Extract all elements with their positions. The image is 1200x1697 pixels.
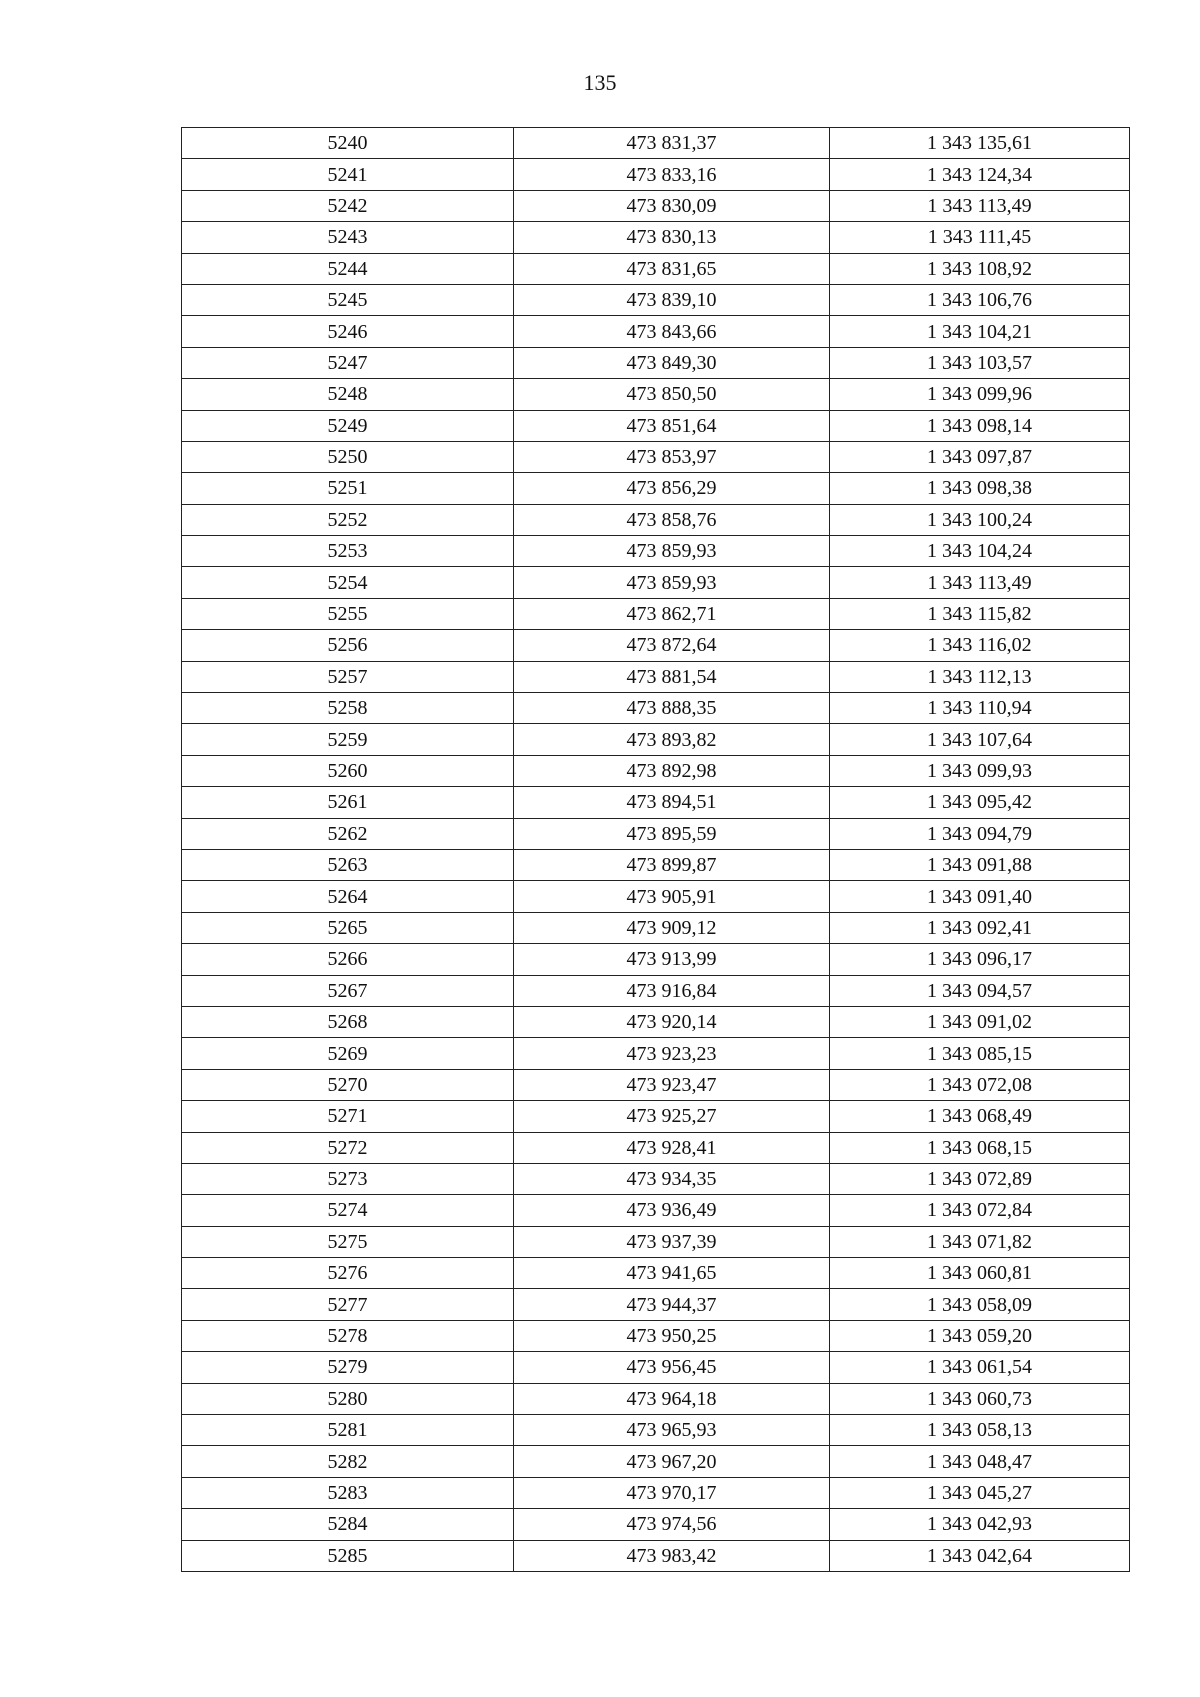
x-coordinate-cell: 473 916,84: [514, 975, 830, 1006]
table-row: [182, 912, 1130, 943]
table-row: [182, 1446, 1130, 1477]
x-coordinate-cell: 473 956,45: [514, 1352, 830, 1383]
table-row: [182, 222, 1130, 253]
point-number-cell: 5273: [182, 1163, 514, 1194]
x-coordinate-cell: 473 899,87: [514, 849, 830, 880]
x-coordinate-cell: 473 858,76: [514, 504, 830, 535]
point-number-cell: 5263: [182, 849, 514, 880]
table-row: [182, 410, 1130, 441]
x-coordinate-cell: 473 888,35: [514, 693, 830, 724]
x-coordinate-cell: 473 893,82: [514, 724, 830, 755]
point-number-cell: 5247: [182, 347, 514, 378]
x-coordinate-cell: 473 895,59: [514, 818, 830, 849]
y-coordinate-cell: 1 343 112,13: [830, 661, 1130, 692]
x-coordinate-cell: 473 872,64: [514, 630, 830, 661]
point-number-cell: 5272: [182, 1132, 514, 1163]
x-coordinate-cell: 473 909,12: [514, 912, 830, 943]
table-row: [182, 128, 1130, 159]
y-coordinate-cell: 1 343 072,84: [830, 1195, 1130, 1226]
point-number-cell: 5249: [182, 410, 514, 441]
x-coordinate-cell: 473 950,25: [514, 1320, 830, 1351]
x-coordinate-cell: 473 849,30: [514, 347, 830, 378]
x-coordinate-cell: 473 851,64: [514, 410, 830, 441]
table-row: [182, 1006, 1130, 1037]
point-number-cell: 5279: [182, 1352, 514, 1383]
y-coordinate-cell: 1 343 098,14: [830, 410, 1130, 441]
point-number-cell: 5248: [182, 379, 514, 410]
y-coordinate-cell: 1 343 111,45: [830, 222, 1130, 253]
y-coordinate-cell: 1 343 042,93: [830, 1509, 1130, 1540]
table-row: [182, 441, 1130, 472]
y-coordinate-cell: 1 343 108,92: [830, 253, 1130, 284]
table-row: [182, 1415, 1130, 1446]
y-coordinate-cell: 1 343 060,73: [830, 1383, 1130, 1414]
table-row: [182, 1509, 1130, 1540]
y-coordinate-cell: 1 343 100,24: [830, 504, 1130, 535]
y-coordinate-cell: 1 343 060,81: [830, 1258, 1130, 1289]
x-coordinate-cell: 473 894,51: [514, 787, 830, 818]
x-coordinate-cell: 473 944,37: [514, 1289, 830, 1320]
point-number-cell: 5277: [182, 1289, 514, 1320]
x-coordinate-cell: 473 833,16: [514, 159, 830, 190]
y-coordinate-cell: 1 343 068,15: [830, 1132, 1130, 1163]
y-coordinate-cell: 1 343 072,08: [830, 1069, 1130, 1100]
x-coordinate-cell: 473 936,49: [514, 1195, 830, 1226]
x-coordinate-cell: 473 850,50: [514, 379, 830, 410]
y-coordinate-cell: 1 343 113,49: [830, 567, 1130, 598]
point-number-cell: 5251: [182, 473, 514, 504]
point-number-cell: 5271: [182, 1101, 514, 1132]
point-number-cell: 5269: [182, 1038, 514, 1069]
y-coordinate-cell: 1 343 104,24: [830, 536, 1130, 567]
x-coordinate-cell: 473 856,29: [514, 473, 830, 504]
x-coordinate-cell: 473 974,56: [514, 1509, 830, 1540]
y-coordinate-cell: 1 343 103,57: [830, 347, 1130, 378]
table-row: [182, 1226, 1130, 1257]
y-coordinate-cell: 1 343 091,40: [830, 881, 1130, 912]
point-number-cell: 5260: [182, 755, 514, 786]
x-coordinate-cell: 473 913,99: [514, 944, 830, 975]
point-number-cell: 5244: [182, 253, 514, 284]
point-number-cell: 5261: [182, 787, 514, 818]
table-row: [182, 253, 1130, 284]
y-coordinate-cell: 1 343 097,87: [830, 441, 1130, 472]
table-row: [182, 630, 1130, 661]
table-row: [182, 755, 1130, 786]
x-coordinate-cell: 473 831,65: [514, 253, 830, 284]
y-coordinate-cell: 1 343 115,82: [830, 598, 1130, 629]
point-number-cell: 5246: [182, 316, 514, 347]
table-row: [182, 975, 1130, 1006]
x-coordinate-cell: 473 970,17: [514, 1477, 830, 1508]
point-number-cell: 5242: [182, 190, 514, 221]
x-coordinate-cell: 473 853,97: [514, 441, 830, 472]
point-number-cell: 5255: [182, 598, 514, 629]
point-number-cell: 5240: [182, 128, 514, 159]
point-number-cell: 5283: [182, 1477, 514, 1508]
x-coordinate-cell: 473 920,14: [514, 1006, 830, 1037]
point-number-cell: 5268: [182, 1006, 514, 1037]
point-number-cell: 5253: [182, 536, 514, 567]
table-row: [182, 473, 1130, 504]
y-coordinate-cell: 1 343 113,49: [830, 190, 1130, 221]
point-number-cell: 5280: [182, 1383, 514, 1414]
y-coordinate-cell: 1 343 099,93: [830, 755, 1130, 786]
x-coordinate-cell: 473 923,47: [514, 1069, 830, 1100]
x-coordinate-cell: 473 965,93: [514, 1415, 830, 1446]
table-row: [182, 1258, 1130, 1289]
y-coordinate-cell: 1 343 042,64: [830, 1540, 1130, 1571]
table-row: [182, 1069, 1130, 1100]
y-coordinate-cell: 1 343 091,02: [830, 1006, 1130, 1037]
y-coordinate-cell: 1 343 095,42: [830, 787, 1130, 818]
table-row: [182, 1195, 1130, 1226]
point-number-cell: 5278: [182, 1320, 514, 1351]
table-row: [182, 944, 1130, 975]
table-row: [182, 284, 1130, 315]
table-row: [182, 1101, 1130, 1132]
x-coordinate-cell: 473 925,27: [514, 1101, 830, 1132]
y-coordinate-cell: 1 343 124,34: [830, 159, 1130, 190]
point-number-cell: 5264: [182, 881, 514, 912]
table-row: [182, 693, 1130, 724]
table-row: [182, 567, 1130, 598]
point-number-cell: 5282: [182, 1446, 514, 1477]
x-coordinate-cell: 473 892,98: [514, 755, 830, 786]
point-number-cell: 5254: [182, 567, 514, 598]
table-row: [182, 724, 1130, 755]
table-row: [182, 1038, 1130, 1069]
point-number-cell: 5265: [182, 912, 514, 943]
table-row: [182, 818, 1130, 849]
y-coordinate-cell: 1 343 104,21: [830, 316, 1130, 347]
table-row: [182, 787, 1130, 818]
x-coordinate-cell: 473 923,23: [514, 1038, 830, 1069]
x-coordinate-cell: 473 928,41: [514, 1132, 830, 1163]
point-number-cell: 5241: [182, 159, 514, 190]
point-number-cell: 5243: [182, 222, 514, 253]
page-number: 135: [583, 70, 617, 95]
point-number-cell: 5270: [182, 1069, 514, 1100]
table-row: [182, 1320, 1130, 1351]
point-number-cell: 5281: [182, 1415, 514, 1446]
y-coordinate-cell: 1 343 091,88: [830, 849, 1130, 880]
table-row: [182, 316, 1130, 347]
table-row: [182, 661, 1130, 692]
y-coordinate-cell: 1 343 092,41: [830, 912, 1130, 943]
point-number-cell: 5256: [182, 630, 514, 661]
table-row: [182, 1352, 1130, 1383]
y-coordinate-cell: 1 343 045,27: [830, 1477, 1130, 1508]
table-row: [182, 1383, 1130, 1414]
point-number-cell: 5259: [182, 724, 514, 755]
table-row: [182, 881, 1130, 912]
x-coordinate-cell: 473 830,09: [514, 190, 830, 221]
table-row: [182, 347, 1130, 378]
x-coordinate-cell: 473 937,39: [514, 1226, 830, 1257]
y-coordinate-cell: 1 343 048,47: [830, 1446, 1130, 1477]
table-row: [182, 536, 1130, 567]
table-row: [182, 190, 1130, 221]
y-coordinate-cell: 1 343 072,89: [830, 1163, 1130, 1194]
table-row: [182, 379, 1130, 410]
coordinates-table-body: [182, 128, 1130, 1572]
y-coordinate-cell: 1 343 058,13: [830, 1415, 1130, 1446]
y-coordinate-cell: 1 343 107,64: [830, 724, 1130, 755]
point-number-cell: 5275: [182, 1226, 514, 1257]
point-number-cell: 5252: [182, 504, 514, 535]
y-coordinate-cell: 1 343 106,76: [830, 284, 1130, 315]
table-row: [182, 598, 1130, 629]
x-coordinate-cell: 473 967,20: [514, 1446, 830, 1477]
coordinates-table: [181, 127, 1130, 1572]
table-row: [182, 1163, 1130, 1194]
point-number-cell: 5262: [182, 818, 514, 849]
point-number-cell: 5250: [182, 441, 514, 472]
x-coordinate-cell: 473 839,10: [514, 284, 830, 315]
x-coordinate-cell: 473 830,13: [514, 222, 830, 253]
point-number-cell: 5284: [182, 1509, 514, 1540]
point-number-cell: 5274: [182, 1195, 514, 1226]
y-coordinate-cell: 1 343 071,82: [830, 1226, 1130, 1257]
y-coordinate-cell: 1 343 068,49: [830, 1101, 1130, 1132]
x-coordinate-cell: 473 964,18: [514, 1383, 830, 1414]
x-coordinate-cell: 473 859,93: [514, 536, 830, 567]
y-coordinate-cell: 1 343 094,57: [830, 975, 1130, 1006]
x-coordinate-cell: 473 862,71: [514, 598, 830, 629]
table-row: [182, 1132, 1130, 1163]
y-coordinate-cell: 1 343 110,94: [830, 693, 1130, 724]
point-number-cell: 5258: [182, 693, 514, 724]
y-coordinate-cell: 1 343 116,02: [830, 630, 1130, 661]
table-row: [182, 1540, 1130, 1571]
table-row: [182, 1289, 1130, 1320]
y-coordinate-cell: 1 343 058,09: [830, 1289, 1130, 1320]
table-row: [182, 504, 1130, 535]
point-number-cell: 5276: [182, 1258, 514, 1289]
y-coordinate-cell: 1 343 098,38: [830, 473, 1130, 504]
x-coordinate-cell: 473 831,37: [514, 128, 830, 159]
y-coordinate-cell: 1 343 059,20: [830, 1320, 1130, 1351]
x-coordinate-cell: 473 859,93: [514, 567, 830, 598]
x-coordinate-cell: 473 905,91: [514, 881, 830, 912]
table-row: [182, 849, 1130, 880]
point-number-cell: 5267: [182, 975, 514, 1006]
table-row: [182, 159, 1130, 190]
point-number-cell: 5245: [182, 284, 514, 315]
x-coordinate-cell: 473 941,65: [514, 1258, 830, 1289]
x-coordinate-cell: 473 983,42: [514, 1540, 830, 1571]
y-coordinate-cell: 1 343 061,54: [830, 1352, 1130, 1383]
x-coordinate-cell: 473 934,35: [514, 1163, 830, 1194]
table-row: [182, 1477, 1130, 1508]
point-number-cell: 5285: [182, 1540, 514, 1571]
x-coordinate-cell: 473 843,66: [514, 316, 830, 347]
x-coordinate-cell: 473 881,54: [514, 661, 830, 692]
point-number-cell: 5257: [182, 661, 514, 692]
y-coordinate-cell: 1 343 096,17: [830, 944, 1130, 975]
y-coordinate-cell: 1 343 135,61: [830, 128, 1130, 159]
y-coordinate-cell: 1 343 085,15: [830, 1038, 1130, 1069]
y-coordinate-cell: 1 343 099,96: [830, 379, 1130, 410]
point-number-cell: 5266: [182, 944, 514, 975]
y-coordinate-cell: 1 343 094,79: [830, 818, 1130, 849]
